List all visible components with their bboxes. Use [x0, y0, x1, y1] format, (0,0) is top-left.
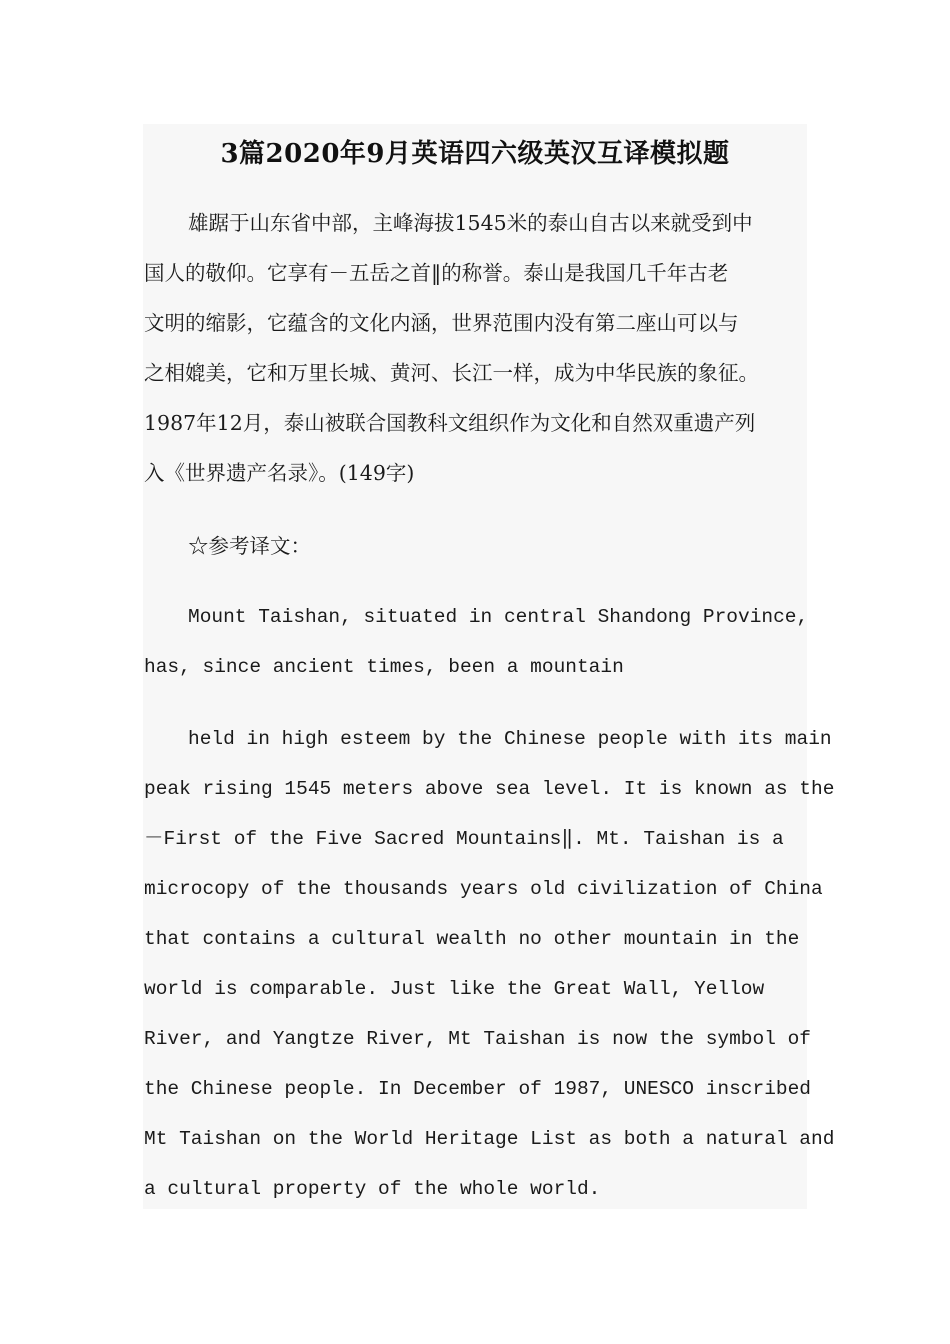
english-line: held in high esteem by the Chinese people with its main: [188, 728, 832, 750]
chinese-passage-line: 雄踞于山东省中部，主峰海拔1545米的泰山自古以来就受到中: [188, 211, 753, 235]
english-line: microcopy of the thousands years old civilization of China: [144, 878, 823, 900]
chinese-passage-line: 入《世界遗产名录》。(149字): [144, 461, 415, 485]
english-line: the Chinese people. In December of 1987, UNESCO inscribed: [144, 1078, 812, 1100]
document-title: 3篇2020年9月英语四六级英汉互译模拟题: [220, 139, 730, 169]
english-line: －First of the Five Sacred Mountains‖. Mt. Taishan is a: [144, 828, 784, 850]
english-line: peak rising 1545 meters above sea level. It is known as the: [144, 778, 835, 800]
english-line: world is comparable. Just like the Great Wall, Yellow: [144, 978, 765, 1000]
chinese-passage-line: 国人的敬仰。它享有－五岳之首‖的称誉。泰山是我国几千年古老: [144, 261, 729, 285]
chinese-passage-line: 1987年12月，泰山被联合国教科文组织作为文化和自然双重遗产列: [144, 411, 756, 435]
english-line: Mount Taishan, situated in central Shandong Province,: [188, 606, 809, 628]
english-line: a cultural property of the whole world.: [144, 1178, 601, 1200]
english-line: Mt Taishan on the World Heritage List as both a natural and: [144, 1128, 835, 1150]
chinese-passage: [144, 198, 808, 498]
english-paragraph-1: [144, 592, 808, 692]
chinese-passage-line: 之相媲美，它和万里长城、黄河、长江一样，成为中华民族的象征。: [144, 361, 759, 385]
reference-translation-heading: ☆参考译文：: [188, 534, 311, 558]
english-line: River, and Yangtze River, Mt Taishan is now the symbol of: [144, 1028, 812, 1050]
english-paragraph-2: [144, 714, 835, 1214]
english-line: has, since ancient times, been a mountain: [144, 656, 624, 678]
english-line: that contains a cultural wealth no other mountain in the: [144, 928, 800, 950]
chinese-passage-line: 文明的缩影，它蕴含的文化内涵，世界范围内没有第二座山可以与: [144, 311, 739, 335]
